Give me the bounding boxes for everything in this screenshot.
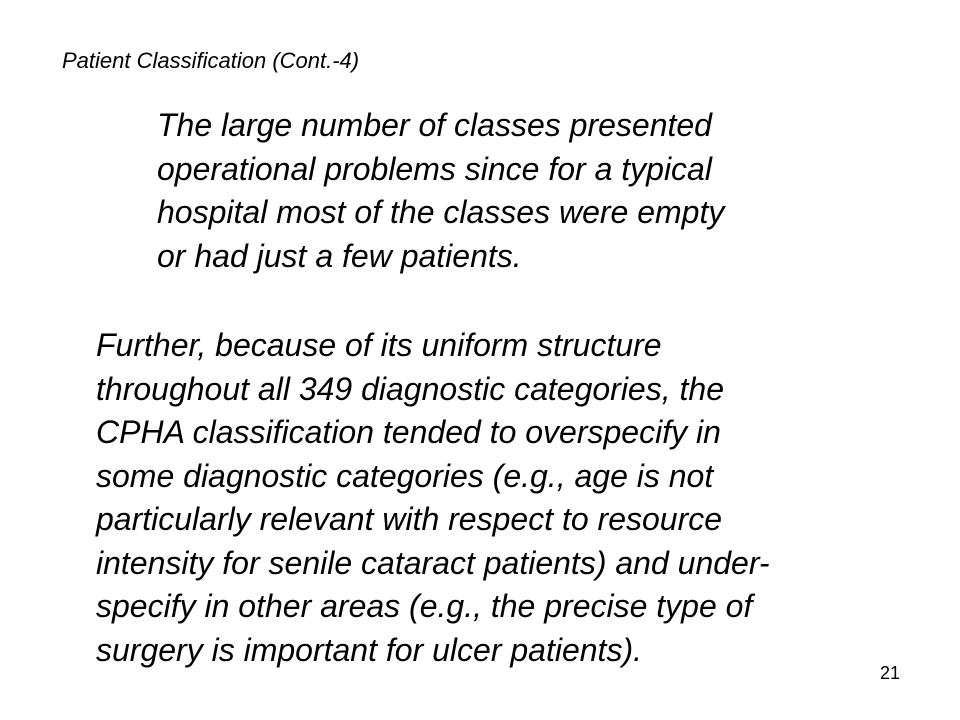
paragraph-line: CPHA classification tended to overspecify in xyxy=(96,414,721,450)
paragraph-line: particularly relevant with respect to resource xyxy=(96,501,723,537)
paragraph-line: Further, because of its uniform structure xyxy=(96,327,662,363)
paragraph-line: or had just a few patients. xyxy=(157,237,522,274)
paragraph-line: surgery is important for ulcer patients). xyxy=(96,631,642,668)
paragraph-line: specify in other areas (e.g., the precise type of xyxy=(96,588,753,624)
paragraph-operational-problems xyxy=(157,104,724,278)
paragraph-line: hospital most of the classes were empty xyxy=(157,194,725,230)
paragraph-line: The large number of classes presented xyxy=(157,107,712,143)
paragraph-line: some diagnostic categories (e.g., age is not xyxy=(96,457,714,494)
slide-title: Patient Classification (Cont.-4) xyxy=(62,48,360,73)
paragraph-line: intensity for senile cataract patients) and under- xyxy=(96,544,770,581)
page-number: 21 xyxy=(879,663,900,683)
paragraph-line: operational problems since for a typical xyxy=(157,150,712,187)
paragraph-line: throughout all 349 diagnostic categories, the xyxy=(96,370,724,407)
paragraph-uniform-structure xyxy=(96,324,770,672)
